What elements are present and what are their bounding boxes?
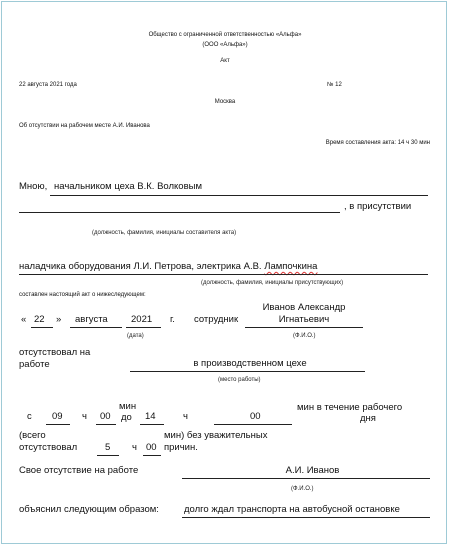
present-value xyxy=(19,262,317,272)
explained-as: объяснил следующим образом: xyxy=(19,504,159,515)
date-caption: (дата) xyxy=(127,333,144,339)
day-line xyxy=(31,327,53,328)
absent-text-1: отсутствовал на xyxy=(19,347,91,358)
workplace-line xyxy=(130,371,365,372)
year-suffix: г. xyxy=(170,314,175,325)
during-text-1: мин в течение рабочего xyxy=(297,402,403,413)
to-minutes-line xyxy=(214,424,292,425)
from-hours: 09 xyxy=(52,411,63,422)
to-word: до xyxy=(121,412,132,423)
to-hours: 14 xyxy=(145,411,156,422)
minutes-word: мин xyxy=(119,401,137,412)
act-subject: Об отсутствии на рабочем месте А.И. Иванова xyxy=(19,123,150,129)
total-minutes: 00 xyxy=(146,442,157,453)
employee-word: сотрудник xyxy=(194,314,239,325)
explanation-line xyxy=(182,517,430,518)
act-city: Москва xyxy=(214,99,236,105)
employee-name-line1: Иванов Александр xyxy=(262,302,346,313)
composer-value: начальником цеха В.К. Волковым xyxy=(54,181,202,192)
absence-day: 22 xyxy=(34,314,45,325)
present-caption: (должность, фамилия, инициалы присутствующих) xyxy=(201,280,344,286)
composer-line xyxy=(50,195,428,196)
employee-line xyxy=(245,327,363,328)
act-date: 22 августа 2021 года xyxy=(19,82,77,88)
absence-month: августа xyxy=(75,314,108,325)
total-text-2: отсутствовал xyxy=(19,442,78,453)
act-number: № 12 xyxy=(327,82,342,88)
present-value-main: наладчика оборудования Л.И. Петрова, электрика А.В. xyxy=(19,261,262,272)
from-word: с xyxy=(27,411,32,422)
hours-word-3: ч xyxy=(132,442,137,453)
explain-label: Свое отсутствие на работе xyxy=(19,465,139,476)
hours-word-1: ч xyxy=(82,411,87,422)
to-minutes: 00 xyxy=(250,411,261,422)
total-text-1: (всего xyxy=(19,430,46,441)
explainer-line xyxy=(182,478,430,479)
composer-caption: (должность, фамилия, инициалы составителя акта) xyxy=(92,230,237,236)
employee-name-line2: Игнатьевич xyxy=(278,314,330,325)
quote-close: » xyxy=(56,314,62,325)
from-minutes-line xyxy=(96,424,116,425)
workplace-caption: (место работы) xyxy=(218,377,261,383)
workplace-value: в производственном цехе xyxy=(193,358,307,369)
org-name: Общество с ограниченной ответственностью «Альфа» xyxy=(148,32,302,38)
no-reason-text-2: причин. xyxy=(164,442,198,453)
no-reason-text-1: мин) без уважительных xyxy=(164,430,268,441)
present-line xyxy=(19,274,428,275)
fio-caption-2: (Ф.И.О.) xyxy=(291,486,314,492)
from-hours-line xyxy=(46,424,70,425)
during-text-2: дня xyxy=(360,413,376,424)
total-minutes-line xyxy=(143,455,161,456)
composer-line-2 xyxy=(19,212,340,213)
explainer-name: А.И. Иванов xyxy=(285,465,340,476)
org-short-name: (ООО «Альфа») xyxy=(202,42,248,48)
to-hours-line xyxy=(140,424,164,425)
from-minutes: 00 xyxy=(100,411,111,422)
total-hours: 5 xyxy=(105,442,111,453)
fio-caption: (Ф.И.О.) xyxy=(293,333,316,339)
month-line xyxy=(70,327,122,328)
hours-word-2: ч xyxy=(183,411,188,422)
absence-year: 2021 xyxy=(131,314,153,325)
doc-type: Акт xyxy=(220,58,230,64)
year-line xyxy=(126,327,161,328)
present-value-surname: Лампочкина xyxy=(264,261,318,272)
explanation-text: долго ждал транспорта на автобусной остановке xyxy=(184,504,400,515)
compiled-text: составлен настоящий акт о нижеследующем: xyxy=(19,292,146,298)
absent-text-2: работе xyxy=(19,359,50,370)
in-presence-text: , в присутствии xyxy=(344,201,412,212)
act-time: Время составления акта: 14 ч 30 мин xyxy=(325,140,430,146)
quote-open: « xyxy=(21,314,27,325)
total-hours-line xyxy=(97,455,119,456)
composer-prefix: Мною, xyxy=(19,181,48,192)
